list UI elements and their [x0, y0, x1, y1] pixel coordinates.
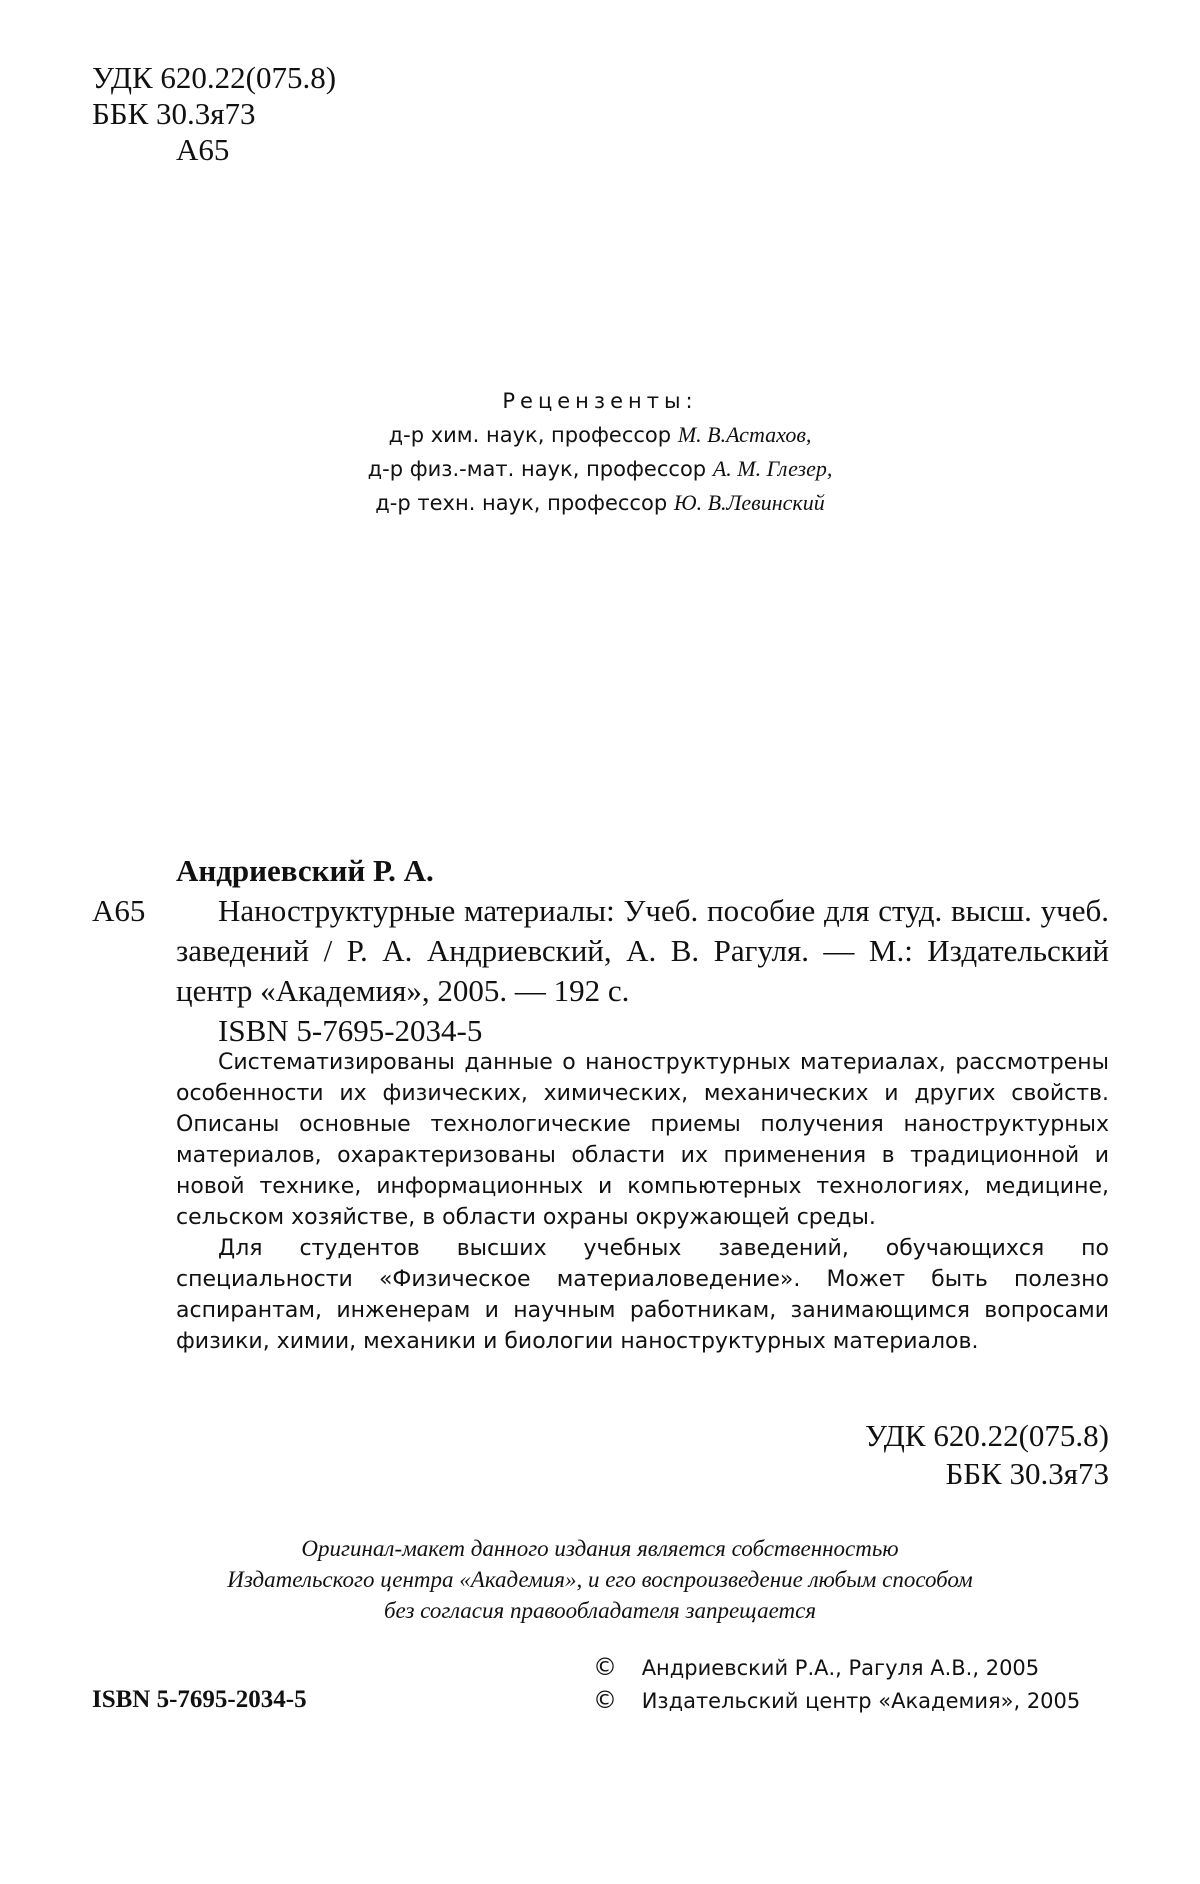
udk-code: УДК 620.22(075.8) — [92, 60, 337, 95]
reviewer-name: М. В.Астахов, — [677, 422, 812, 447]
reviewers-block — [0, 385, 1200, 520]
footer-isbn: ISBN 5-7695-2034-5 — [92, 1686, 307, 1713]
entry-body — [92, 891, 1109, 1011]
copyright-block — [593, 1651, 1080, 1717]
rights-notice-line: Издательского центра «Академия», и его воспроизведение любым способом — [227, 1567, 973, 1592]
reviewer-line — [0, 452, 1200, 486]
reviewer-line — [0, 418, 1200, 452]
reviewer-name: А. М. Глезер, — [712, 456, 833, 481]
annotation — [176, 1047, 1109, 1357]
bbk-code: ББК 30.3я73 — [92, 96, 256, 131]
entry-isbn: ISBN 5-7695-2034-5 — [218, 1013, 483, 1048]
annotation-paragraph: Систематизированы данные о наноструктурных материалах, рассмотрены особенности их физических, химических, механических и других свойств. Описаны основные технологические приемы получения наноструктурных материалов, охарактеризованы области их применения в традиционной и новой технике, информационных и компьютерных технологиях, медицине, сельском хозяйстве, в области охраны окружающей среды. — [176, 1050, 1109, 1230]
entry-author: Андриевский Р. А. — [176, 853, 434, 888]
copyright-icon: © — [593, 1653, 617, 1681]
entry-author-sign: А65 — [92, 893, 146, 928]
bibliographic-entry — [92, 851, 1109, 1051]
bottom-udk-code: УДК 620.22(075.8) — [864, 1418, 1109, 1453]
bottom-bbk-code: ББК 30.3я73 — [945, 1456, 1109, 1491]
copyright-line — [593, 1651, 1080, 1684]
copyright-icon: © — [593, 1686, 617, 1714]
classification-codes — [92, 60, 336, 168]
entry-description — [176, 891, 1109, 1011]
reviewers-heading: Рецензенты: — [502, 389, 698, 413]
entry-description-first: Наноструктурные материалы: Учеб. пособие для студ. высш. — [218, 893, 1032, 928]
reviewer-title: д-р техн. наук, профессор — [375, 491, 668, 515]
reviewer-name: Ю. В.Левинский — [673, 490, 825, 515]
annotation-paragraph: Для студентов высших учебных заведений, обучающихся по специальности «Физическое материаловедение». Может быть полезно аспирантам, инженерам и научным работникам, занимающимся вопросами физики, химии, механики и биологии наноструктурных материалов. — [176, 1236, 1109, 1354]
author-sign: А65 — [176, 132, 230, 167]
reviewer-line — [0, 486, 1200, 520]
rights-notice-line: Оригинал-макет данного издания является собственностью — [301, 1536, 899, 1561]
bottom-classification-codes — [865, 1417, 1109, 1493]
copyright-line — [593, 1684, 1080, 1717]
reviewer-title: д-р физ.-мат. наук, профессор — [367, 457, 707, 481]
reviewer-title: д-р хим. наук, профессор — [388, 423, 672, 447]
copyright-text: Издательский центр «Академия», 2005 — [641, 1689, 1081, 1713]
entry-description-rest: учеб. заведений / Р. А. Андриевский, А. В. Рагуля. — М.: Издательский центр «Академия», 2005. — 192 с. — [176, 893, 1109, 1008]
rights-notice — [0, 1533, 1200, 1626]
copyright-text: Андриевский Р.А., Рагуля А.В., 2005 — [641, 1656, 1040, 1680]
rights-notice-line: без согласия правообладателя запрещается — [383, 1598, 817, 1623]
